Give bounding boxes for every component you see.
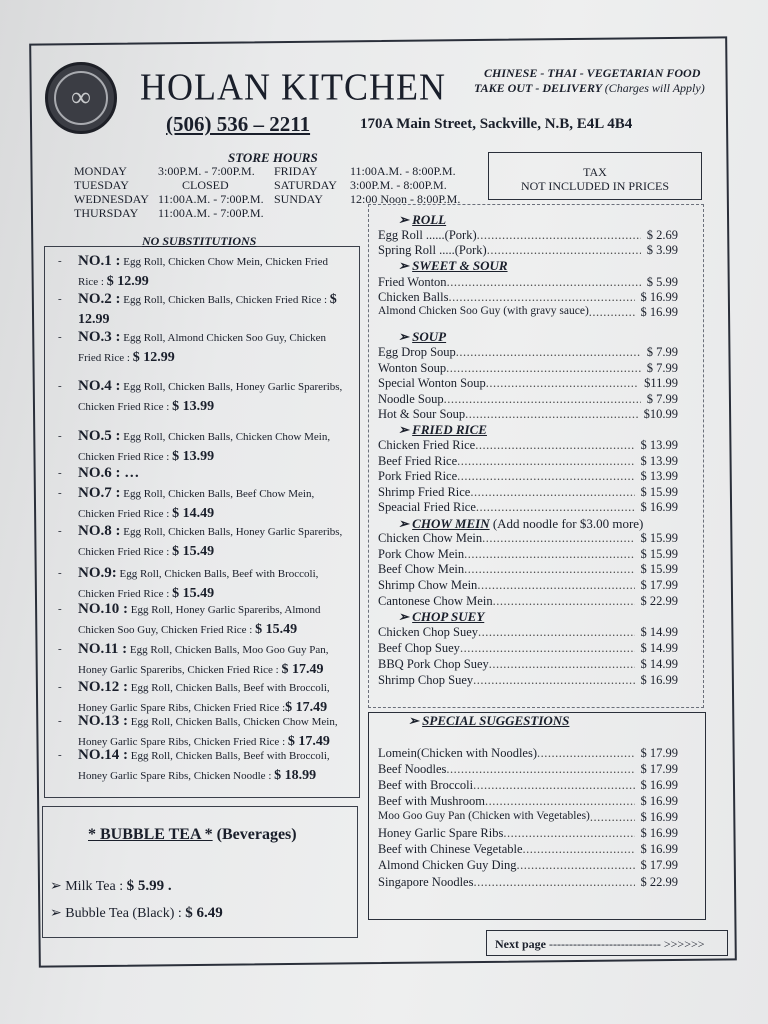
bubble-tea-price: $ 5.99 . <box>126 878 172 894</box>
combo-text <box>78 290 348 330</box>
dot-leader <box>448 290 634 305</box>
hours-time: 11:00A.M. - 7:00P.M. <box>158 206 264 220</box>
combo-item <box>58 522 348 562</box>
menu-item-name: Shrimp Chop Suey <box>378 673 474 687</box>
menu-item-price: $ 3.99 <box>646 243 678 257</box>
combo-text <box>78 600 348 640</box>
menu-item-price: $ 16.99 <box>640 290 678 304</box>
bullet-arrow-icon: ➢ <box>398 258 413 273</box>
menu-item-price: $ 13.99 <box>640 469 678 483</box>
combo-price: $ 17.49 <box>281 662 324 677</box>
dot-leader <box>493 594 635 609</box>
combo-number: NO.4 : <box>78 378 121 394</box>
menu-item <box>378 673 678 688</box>
next-page-arrow: ---------------------------- >>>>>> <box>546 937 705 951</box>
bubble-tea-title-sub: (Beverages) <box>212 826 297 843</box>
menu-item-price: $ 13.99 <box>640 438 678 452</box>
menu-item <box>378 826 678 841</box>
menu-item-price: $ 16.99 <box>640 778 678 792</box>
menu-item-price: $ 13.99 <box>640 454 678 468</box>
menu-item-price: $ 14.99 <box>640 657 678 671</box>
menu-item-name: BBQ Pork Chop Suey <box>378 657 489 671</box>
combo-price: $ 18.99 <box>274 768 317 783</box>
combo-text <box>78 427 348 467</box>
combo-price: $ 12.99 <box>106 274 149 289</box>
combo-price: $ 13.99 <box>172 449 215 464</box>
menu-item-price: $ 16.99 <box>640 500 678 514</box>
menu-item <box>378 376 678 391</box>
menu-item <box>378 778 678 793</box>
menu-item <box>378 361 678 376</box>
next-page-link[interactable] <box>486 930 728 956</box>
menu-item-price: $ 16.99 <box>640 305 678 319</box>
menu-item <box>378 305 678 320</box>
combo-description: Egg Roll, Chicken Balls, Chicken Chow Mein, Chicken Fried Rice : <box>78 431 331 463</box>
combo-number: NO.6 : … <box>78 465 140 481</box>
bubble-tea-price: $ 6.49 <box>185 905 223 921</box>
menu-item-price: $ 22.99 <box>640 594 678 608</box>
menu-item-price: $ 16.99 <box>640 826 678 840</box>
bubble-tea-name: Milk Tea : <box>65 879 127 894</box>
combo-description: Egg Roll, Chicken Balls, Honey Garlic Spareribs, Chicken Fried Rice : <box>78 526 343 558</box>
hours-day: FRIDAY <box>274 164 318 178</box>
menu-item-name: Chicken Balls <box>378 290 449 304</box>
hours-time: 11:00A.M. - 7:00P.M. <box>158 192 264 206</box>
dot-leader <box>589 305 635 320</box>
section-title: CHOW MEIN <box>412 516 490 531</box>
combo-price: $ 15.49 <box>172 586 215 601</box>
dot-leader <box>478 625 635 640</box>
bullet-arrow-icon: ➢ <box>398 329 413 344</box>
dot-leader <box>446 762 634 777</box>
dot-leader <box>465 407 637 422</box>
bullet-dash: - <box>58 681 62 693</box>
combo-description: Egg Roll, Chicken Chow Mein, Chicken Fried Rice : <box>78 256 328 288</box>
menu-item <box>378 228 678 243</box>
menu-item <box>378 243 678 258</box>
section-heading-fried-rice <box>398 422 487 438</box>
bullet-arrow-icon: ➢ <box>398 609 413 624</box>
combo-number: NO.9: <box>78 565 117 581</box>
menu-item <box>378 345 678 360</box>
menu-item <box>378 858 678 873</box>
combo-description: Egg Roll, Almond Chicken Soo Guy, Chicken Fried Rice : <box>78 332 327 364</box>
menu-item-price: $ 17.99 <box>640 762 678 776</box>
dot-leader <box>464 562 634 577</box>
menu-item-price: $10.99 <box>643 407 678 421</box>
menu-item-price: $ 17.99 <box>640 746 678 760</box>
combo-text <box>78 564 348 604</box>
menu-item <box>378 641 678 656</box>
bullet-arrow-icon: ➢ <box>398 422 413 437</box>
menu-item <box>378 275 678 290</box>
bullet-dash: - <box>58 331 62 343</box>
combo-price: $ 15.49 <box>172 544 215 559</box>
menu-item-price: $ 7.99 <box>646 361 678 375</box>
combo-text <box>78 464 348 484</box>
service-tagline-main: TAKE OUT - DELIVERY <box>474 81 602 95</box>
bullet-dash: - <box>58 467 62 479</box>
combo-description: Egg Roll, Chicken Balls, Moo Goo Guy Pan, Honey Garlic Spareribs, Chicken Fried Rice : <box>78 644 329 676</box>
combo-item <box>58 464 348 484</box>
menu-item <box>378 562 678 577</box>
hours-time: 11:00A.M. - 8:00P.M. <box>350 164 456 178</box>
combo-price: $ 17.49 <box>285 700 328 715</box>
menu-item <box>378 290 678 305</box>
bullet-dash: - <box>58 380 62 392</box>
menu-item-price: $ 16.99 <box>640 810 678 824</box>
menu-item-name: Pork Fried Rice <box>378 469 458 483</box>
menu-item <box>378 875 678 890</box>
menu-item-name: Singapore Noodles <box>378 875 474 889</box>
hours-day: THURSDAY <box>74 206 139 220</box>
menu-item-name: Beef Noodles <box>378 762 447 776</box>
service-tagline-note: (Charges will Apply) <box>604 81 705 95</box>
menu-item-name: Shrimp Chow Mein <box>378 578 478 592</box>
combo-item <box>58 564 348 604</box>
menu-item-name: Beef with Broccoli <box>378 778 474 792</box>
dot-leader <box>517 858 635 873</box>
menu-item-name: Egg Drop Soup <box>378 345 456 359</box>
menu-item-name: Cantonese Chow Mein <box>378 594 493 608</box>
menu-item <box>378 469 678 484</box>
combo-text <box>78 252 348 292</box>
menu-item <box>378 392 678 407</box>
combo-description: Egg Roll, Chicken Balls, Beef with Broccoli, Honey Garlic Spare Ribs, Chicken Noodle : <box>78 750 330 782</box>
store-hours-title: STORE HOURS <box>228 150 318 165</box>
menu-item-name: Special Wonton Soup <box>378 376 486 390</box>
dot-leader <box>476 500 635 515</box>
dot-leader <box>485 794 635 809</box>
menu-item-name: Hot & Sour Soup <box>378 407 466 421</box>
restaurant-logo <box>45 62 117 134</box>
menu-item-name: Beef with Chinese Vegetable <box>378 842 523 856</box>
dot-leader <box>489 657 635 672</box>
menu-item <box>378 531 678 546</box>
menu-item-price: $ 16.99 <box>640 794 678 808</box>
combo-number: NO.3 : <box>78 329 121 345</box>
section-heading-chop-suey <box>398 609 484 625</box>
menu-item-name: Chicken Fried Rice <box>378 438 476 452</box>
menu-item-price: $ 5.99 <box>646 275 678 289</box>
menu-item-name: Beef Fried Rice <box>378 454 458 468</box>
bullet-dash: - <box>58 255 62 267</box>
menu-item-price: $ 17.99 <box>640 858 678 872</box>
bullet-dash: - <box>58 293 62 305</box>
menu-item-name: Fried Wonton <box>378 275 447 289</box>
hours-day: MONDAY <box>74 164 127 178</box>
dot-leader <box>503 826 634 841</box>
next-page-label: Next page <box>495 937 546 951</box>
restaurant-name: HOLAN KITCHEN <box>140 66 446 108</box>
combo-text <box>78 377 348 417</box>
hours-day: SUNDAY <box>274 192 323 206</box>
combo-item <box>58 328 348 368</box>
bullet-dash: - <box>58 749 62 761</box>
hours-time: 12:00 Noon - 8:00P.M. <box>350 192 461 206</box>
combo-item <box>58 252 348 292</box>
dot-leader <box>477 578 634 593</box>
bullet-dash: - <box>58 525 62 537</box>
menu-item <box>378 578 678 593</box>
section-title: SWEET & SOUR <box>412 258 508 273</box>
menu-item <box>378 438 678 453</box>
menu-item <box>378 657 678 672</box>
combo-number: NO.5 : <box>78 428 121 444</box>
menu-item <box>378 625 678 640</box>
menu-item-price: $ 14.99 <box>640 641 678 655</box>
menu-item <box>378 746 678 761</box>
dot-leader <box>460 641 635 656</box>
dot-leader <box>447 275 641 290</box>
bullet-dash: - <box>58 643 62 655</box>
bubble-tea-title <box>88 826 297 844</box>
combo-description: Egg Roll, Chicken Balls, Chicken Fried Rice : <box>120 294 330 306</box>
section-title: CHOP SUEY <box>412 609 485 624</box>
menu-item-price: $ 7.99 <box>646 392 678 406</box>
menu-item-price: $ 16.99 <box>640 842 678 856</box>
menu-item-price: $ 7.99 <box>646 345 678 359</box>
section-heading-special <box>408 713 569 729</box>
menu-item-name: Pork Chow Mein <box>378 547 465 561</box>
combo-number: NO.14 : <box>78 747 128 763</box>
dot-leader <box>473 673 634 688</box>
combo-number: NO.10 : <box>78 601 128 617</box>
combo-text <box>78 746 348 786</box>
menu-item <box>378 500 678 515</box>
menu-item-price: $ 15.99 <box>640 562 678 576</box>
menu-item-name: Speacial Fried Rice <box>378 500 476 514</box>
tax-notice-line1: TAX <box>583 165 607 179</box>
bullet-dash: - <box>58 430 62 442</box>
menu-item-price: $ 16.99 <box>640 673 678 687</box>
section-title: FRIED RICE <box>412 422 487 437</box>
menu-item-price: $ 22.99 <box>640 875 678 889</box>
dot-leader <box>487 243 641 258</box>
menu-item-name: Beef Chop Suey <box>378 641 460 655</box>
bullet-dash: - <box>58 603 62 615</box>
menu-item-name: Beef Chow Mein <box>378 562 465 576</box>
combo-description: Egg Roll, Chicken Balls, Honey Garlic Spareribs, Chicken Fried Rice : <box>78 381 343 413</box>
dot-leader <box>473 778 634 793</box>
bubble-tea-name: Bubble Tea (Black) : <box>65 906 186 921</box>
combo-item <box>58 427 348 467</box>
dot-leader <box>590 810 635 825</box>
combo-number: NO.12 : <box>78 679 128 695</box>
combo-item <box>58 600 348 640</box>
phone-number: (506) 536 – 2211 <box>166 112 311 136</box>
bubble-tea-title-main: * BUBBLE TEA * <box>88 826 213 843</box>
menu-item <box>378 794 678 809</box>
combo-price: $ 17.49 <box>287 734 330 749</box>
dot-leader <box>470 485 634 500</box>
menu-item-price: $ 15.99 <box>640 531 678 545</box>
menu-item-name: Lomein(Chicken with Noodles) <box>378 746 537 760</box>
combo-number: NO.11 : <box>78 641 128 657</box>
combo-number: NO.7 : <box>78 485 121 501</box>
dot-leader <box>457 454 634 469</box>
bullet-dash: - <box>58 715 62 727</box>
hours-time: 3:00P.M. - 8:00P.M. <box>350 178 447 192</box>
dot-leader <box>475 438 634 453</box>
section-heading-sweet-sour <box>398 258 508 274</box>
tax-notice-line2: NOT INCLUDED IN PRICES <box>520 179 670 193</box>
menu-item-name: Shrimp Fried Rice <box>378 485 471 499</box>
combo-price: $ 13.99 <box>172 399 215 414</box>
dot-leader <box>537 746 635 761</box>
menu-item <box>378 407 678 422</box>
menu-item-name: Honey Garlic Spare Ribs <box>378 826 504 840</box>
dot-leader <box>482 531 634 546</box>
combo-description: Egg Roll, Chicken Balls, Chicken Chow Mein, Honey Garlic Spare Ribs, Chicken Fried Rice : <box>78 716 338 748</box>
combo-number: NO.8 : <box>78 523 121 539</box>
section-title: SOUP <box>412 329 447 344</box>
menu-item-price: $ 15.99 <box>640 547 678 561</box>
combo-text <box>78 328 348 368</box>
menu-item-name: Spring Roll .....(Pork) <box>378 243 487 257</box>
combo-text <box>78 522 348 562</box>
combo-item <box>58 746 348 786</box>
tax-notice <box>488 152 702 200</box>
menu-item-name: Beef with Mushroom <box>378 794 485 808</box>
bullet-arrow-icon: ➢ <box>398 516 413 531</box>
menu-item <box>378 454 678 469</box>
section-note: (Add noodle for $3.00 more) <box>489 516 644 531</box>
combo-description: Egg Roll, Chicken Balls, Beef with Broccoli, Chicken Fried Rice : <box>78 568 319 600</box>
dot-leader <box>473 875 634 890</box>
menu-item <box>378 594 678 609</box>
hours-day: TUESDAY <box>74 178 129 192</box>
dot-leader <box>477 228 641 243</box>
menu-item-name: Almond Chicken Soo Guy (with gravy sauce) <box>378 305 589 317</box>
dragon-emblem-icon: ∞ <box>54 71 108 125</box>
combo-price: $ 15.49 <box>255 622 298 637</box>
combo-number: NO.1 : <box>78 253 121 269</box>
menu-item-name: Noodle Soup <box>378 392 444 406</box>
combo-description: Egg Roll, Chicken Balls, Beef Chow Mein, Chicken Fried Rice : <box>78 488 315 520</box>
bullet-arrow-icon: ➢ <box>50 879 66 894</box>
dot-leader <box>444 392 641 407</box>
hours-day: SATURDAY <box>274 178 337 192</box>
menu-item <box>378 810 678 825</box>
menu-item-name: Chicken Chow Mein <box>378 531 483 545</box>
combo-description: Egg Roll, Chicken Balls, Beef with Broccoli, Honey Garlic Spare Ribs, Chicken Fried Rice : <box>78 682 330 714</box>
menu-item <box>378 842 678 857</box>
cuisine-tagline: CHINESE - THAI - VEGETARIAN FOOD <box>484 66 701 80</box>
menu-item-price: $11.99 <box>644 376 678 390</box>
combo-text <box>78 640 348 680</box>
menu-item-price: $ 2.69 <box>646 228 678 242</box>
combo-item <box>58 290 348 330</box>
menu-item-name: Wonton Soup <box>378 361 447 375</box>
dot-leader <box>456 345 641 360</box>
bubble-tea-item <box>50 905 223 922</box>
hours-day: WEDNESDAY <box>74 192 149 206</box>
menu-item-price: $ 14.99 <box>640 625 678 639</box>
bullet-arrow-icon: ➢ <box>398 212 413 227</box>
section-heading-roll <box>398 212 446 228</box>
address: 170A Main Street, Sackville, N.B, E4L 4B4 <box>360 116 633 132</box>
menu-item-name: Almond Chicken Guy Ding <box>378 858 517 872</box>
bullet-arrow-icon: ➢ <box>50 906 66 921</box>
menu-item-name: Moo Goo Guy Pan (Chicken with Vegetables) <box>378 810 590 822</box>
menu-item-price: $ 17.99 <box>640 578 678 592</box>
hours-time: CLOSED <box>182 178 229 192</box>
combo-item <box>58 377 348 417</box>
section-heading-soup <box>398 329 446 345</box>
bullet-arrow-icon: ➢ <box>408 713 423 728</box>
menu-item-name: Chicken Chop Suey <box>378 625 478 639</box>
combo-item <box>58 484 348 524</box>
combo-text <box>78 484 348 524</box>
dot-leader <box>446 361 641 376</box>
section-title: SPECIAL SUGGESTIONS <box>422 713 570 728</box>
combo-price: $ 14.49 <box>172 506 215 521</box>
bullet-dash: - <box>58 567 62 579</box>
bubble-tea-item <box>50 878 172 895</box>
combo-item <box>58 640 348 680</box>
dot-leader <box>464 547 634 562</box>
menu-item <box>378 762 678 777</box>
combo-number: NO.13 : <box>78 713 128 729</box>
menu-item <box>378 547 678 562</box>
section-title: ROLL <box>412 212 447 227</box>
menu-item-name: Egg Roll ......(Pork) <box>378 228 477 242</box>
menu-item <box>378 485 678 500</box>
dot-leader <box>457 469 634 484</box>
combo-number: NO.2 : <box>78 291 121 307</box>
dot-leader <box>523 842 635 857</box>
section-heading-chow-mein <box>398 516 643 532</box>
menu-item-price: $ 15.99 <box>640 485 678 499</box>
combo-description: Egg Roll, Honey Garlic Spareribs, Almond Chicken Soo Guy, Chicken Fried Rice : <box>78 604 321 636</box>
dot-leader <box>486 376 638 391</box>
service-tagline <box>474 81 705 96</box>
no-substitutions-heading: NO SUBSTITUTIONS <box>142 234 257 248</box>
combo-price: $ 12.99 <box>78 292 337 327</box>
bullet-dash: - <box>58 487 62 499</box>
hours-time: 3:00P.M. - 7:00P.M. <box>158 164 255 178</box>
combo-price: $ 12.99 <box>132 350 175 365</box>
